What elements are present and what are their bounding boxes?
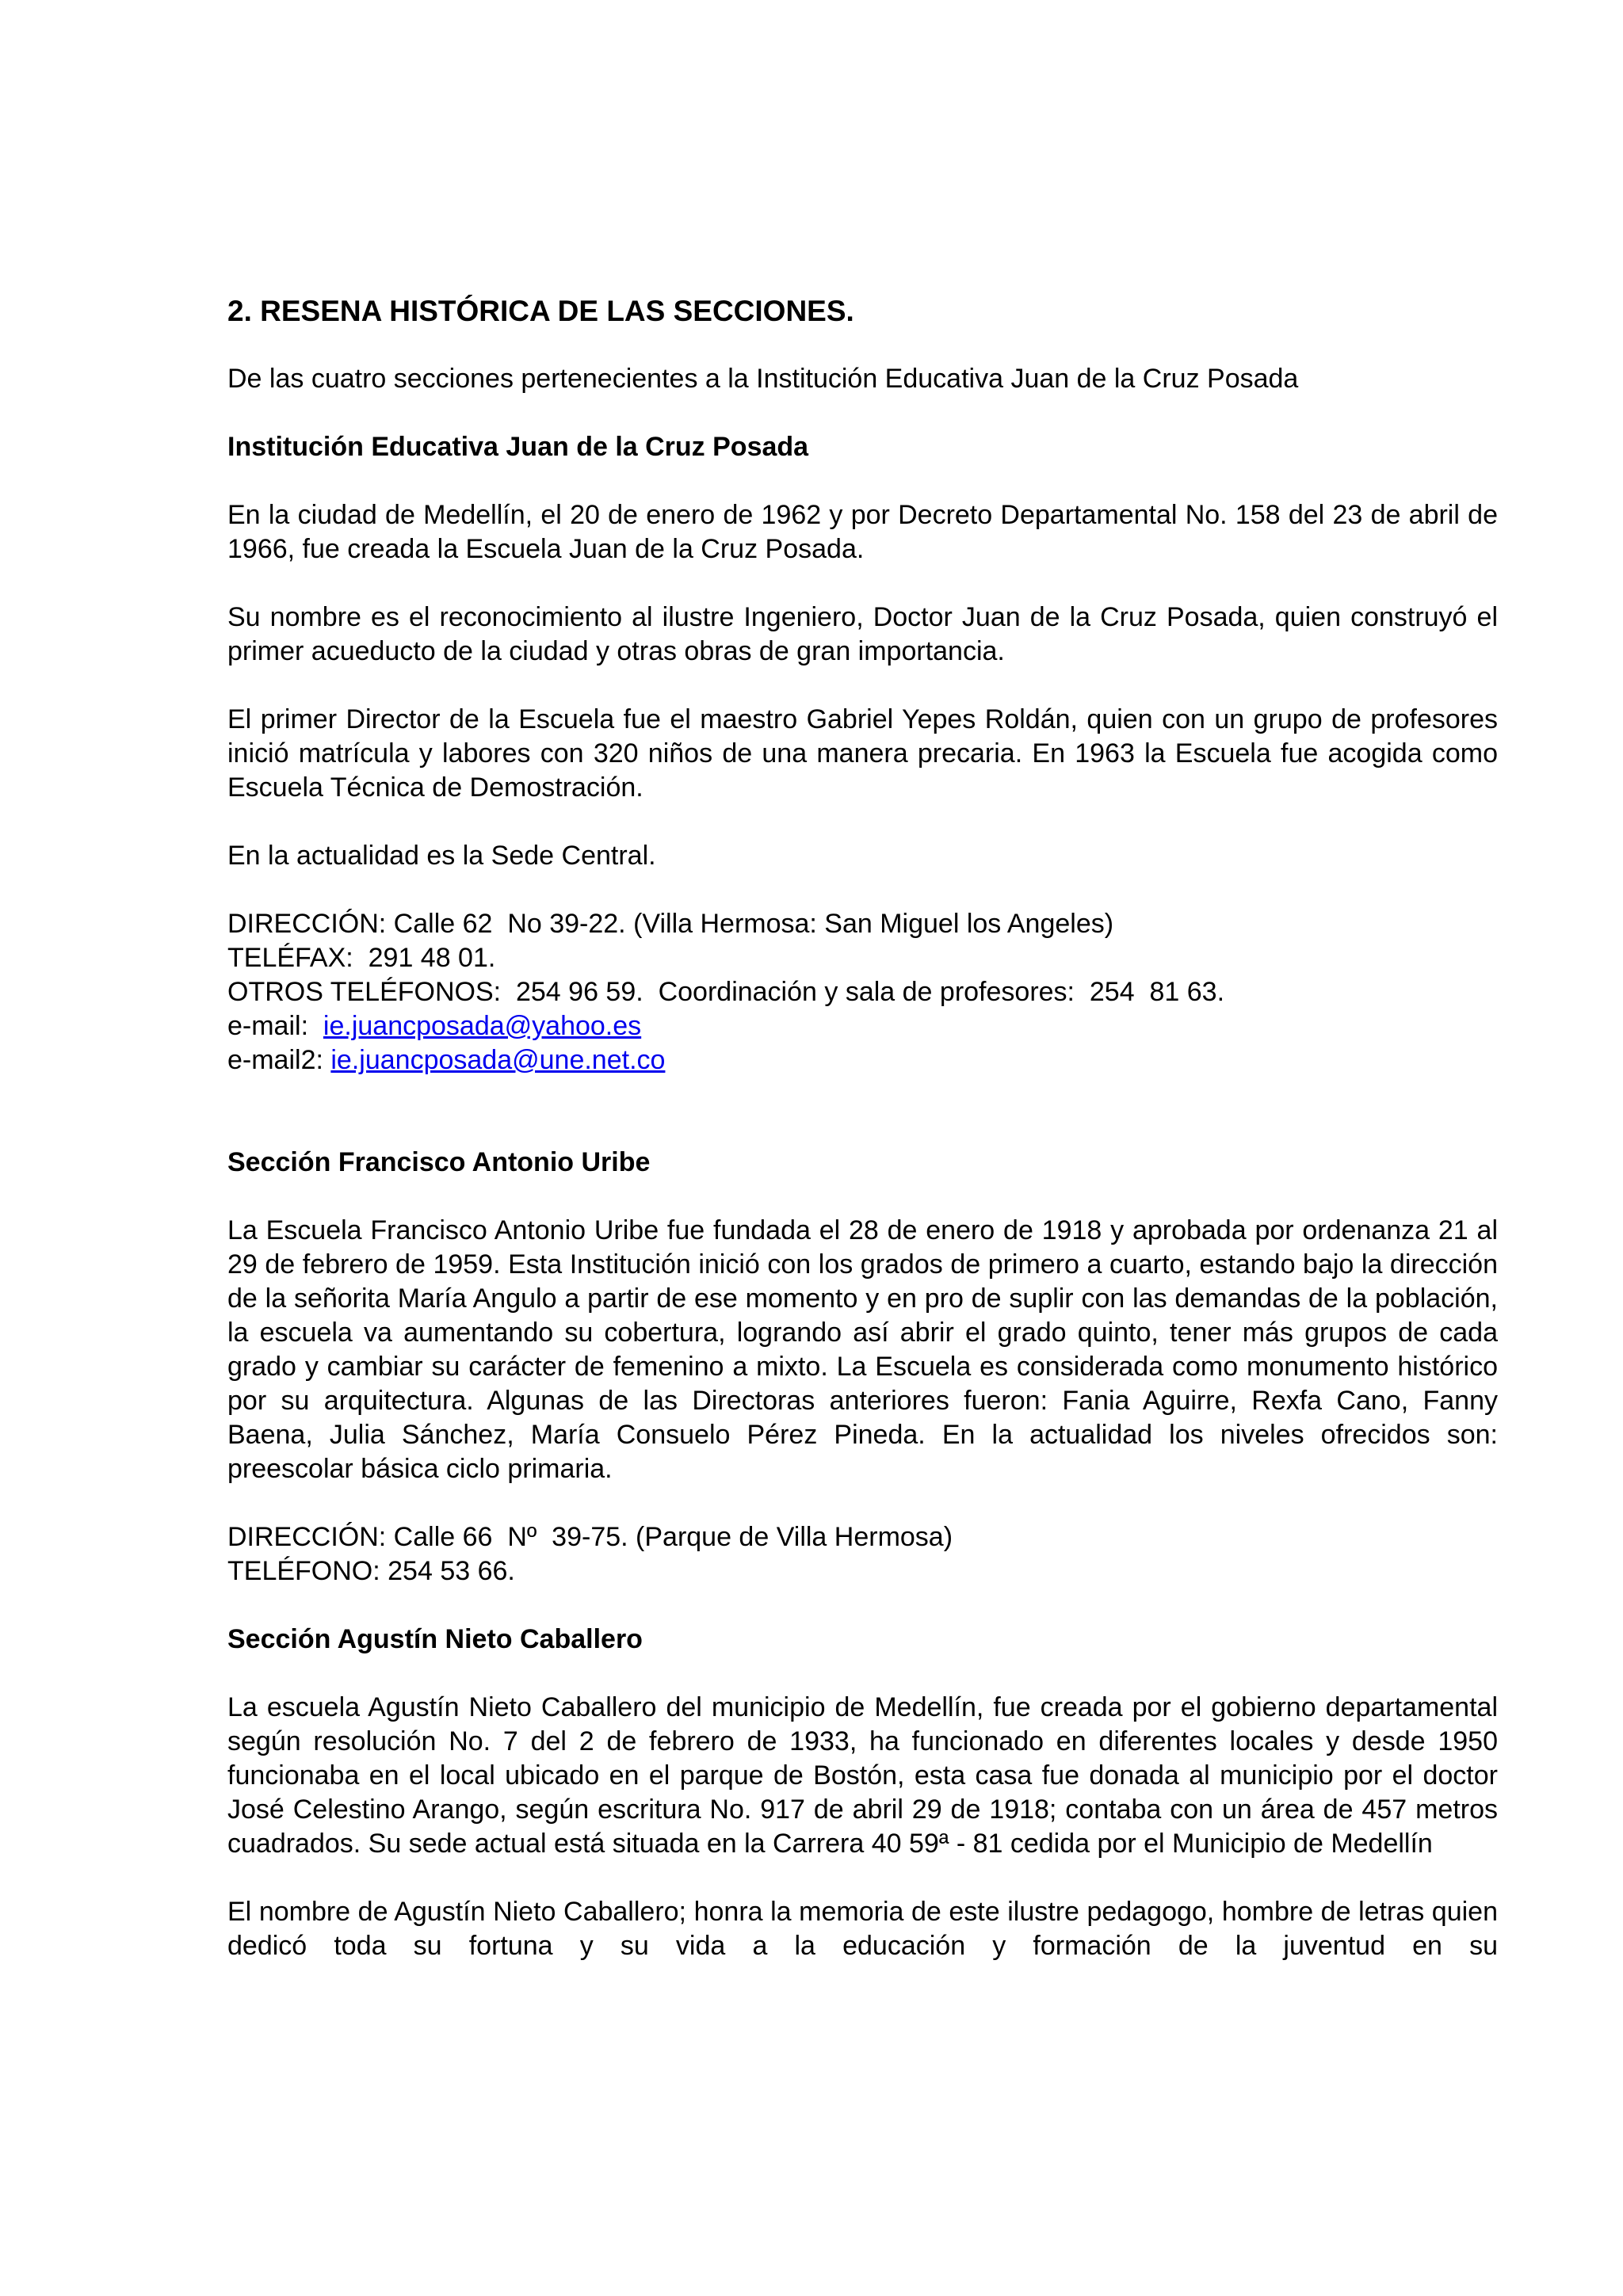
section2-phone: TELÉFONO: 254 53 66. [227,1556,515,1586]
email2-link[interactable]: ie.juancposada@une.net.co [330,1045,666,1075]
section1-email-line [227,1009,1498,1043]
section2-contact-block [227,1520,1498,1589]
section1-paragraph-3: El primer Director de la Escuela fue el maestro Gabriel Yepes Roldán, quien con un grupo de profesores inició matrícula y labores con 320 niños de una manera precaria. En 1963 la Escuela fue acogida como Escuela Técnica de Demostración. [227,704,1498,803]
section2-address: DIRECCIÓN: Calle 66 Nº 39-75. (Parque de Villa Hermosa) [227,1522,953,1552]
section1-contact-block [227,907,1498,1077]
intro-paragraph: De las cuatro secciones pertenecientes a la Institución Educativa Juan de la Cruz Posada [227,364,1299,394]
section1-email2-line [227,1043,1498,1077]
section-title-agustin-nieto-caballero: Sección Agustín Nieto Caballero [227,1624,643,1654]
section1-paragraph-2: Su nombre es el reconocimiento al ilustre Ingeniero, Doctor Juan de la Cruz Posada, quien construyó el primer acueducto de la ciudad y otras obras de gran importancia. [227,602,1498,666]
page-heading: 2. RESENA HISTÓRICA DE LAS SECCIONES. [227,295,854,327]
document-page [227,293,1498,1963]
email2-label: e-mail2: [227,1045,331,1075]
section3-paragraph-1: La escuela Agustín Nieto Caballero del municipio de Medellín, fue creada por el gobierno departamental según resolución No. 7 del 2 de febrero de 1933, ha funcionado en diferentes locales y desde 1950 funcionaba en el local ubicado en el parque de Bostón, esta casa fue donada al municipio por el doctor José Celestino Arango, según escritura No. 917 de abril 29 de 1918; contaba con un área de 457 metros cuadrados. Su sede actual está situada en la Carrera 40 59ª - 81 cedida por el Municipio de Medellín [227,1692,1498,1859]
section-title-francisco-antonio-uribe: Sección Francisco Antonio Uribe [227,1147,651,1177]
section1-other-phones: OTROS TELÉFONOS: 254 96 59. Coordinación y sala de profesores: 254 81 63. [227,977,1225,1007]
section1-paragraph-4: En la actualidad es la Sede Central. [227,841,656,871]
email-link[interactable]: ie.juancposada@yahoo.es [323,1011,642,1041]
section1-telefax: TELÉFAX: 291 48 01. [227,943,496,973]
section2-paragraph-1: La Escuela Francisco Antonio Uribe fue fundada el 28 de enero de 1918 y aprobada por ordenanza 21 al 29 de febrero de 1959. Esta Institución inició con los grados de primero a cuarto, estando bajo la dirección de la señorita María Angulo a partir de ese momento y en pro de suplir con las demandas de la población, la escuela va aumentando su cobertura, logrando así abrir el grado quinto, tener más grupos de cada grado y cambiar su carácter de femenino a mixto. La Escuela es considerada como monumento histórico por su arquitectura. Algunas de las Directoras anteriores fueron: Fania Aguirre, Rexfa Cano, Fanny Baena, Julia Sánchez, María Consuelo Pérez Pineda. En la actualidad los niveles ofrecidos son: preescolar básica ciclo primaria. [227,1215,1498,1484]
section1-paragraph-1: En la ciudad de Medellín, el 20 de enero de 1962 y por Decreto Departamental No. 158 del 23 de abril de 1966, fue creada la Escuela Juan de la Cruz Posada. [227,500,1498,564]
email-label: e-mail: [227,1011,323,1041]
section-title-juan-de-la-cruz: Institución Educativa Juan de la Cruz Posada [227,432,809,462]
section1-address: DIRECCIÓN: Calle 62 No 39-22. (Villa Hermosa: San Miguel los Angeles) [227,909,1114,939]
section3-paragraph-2: El nombre de Agustín Nieto Caballero; honra la memoria de este ilustre pedagogo, hombre de letras quien dedicó toda su fortuna y su vida a la educación y formación de la juventud en su [227,1897,1498,1961]
